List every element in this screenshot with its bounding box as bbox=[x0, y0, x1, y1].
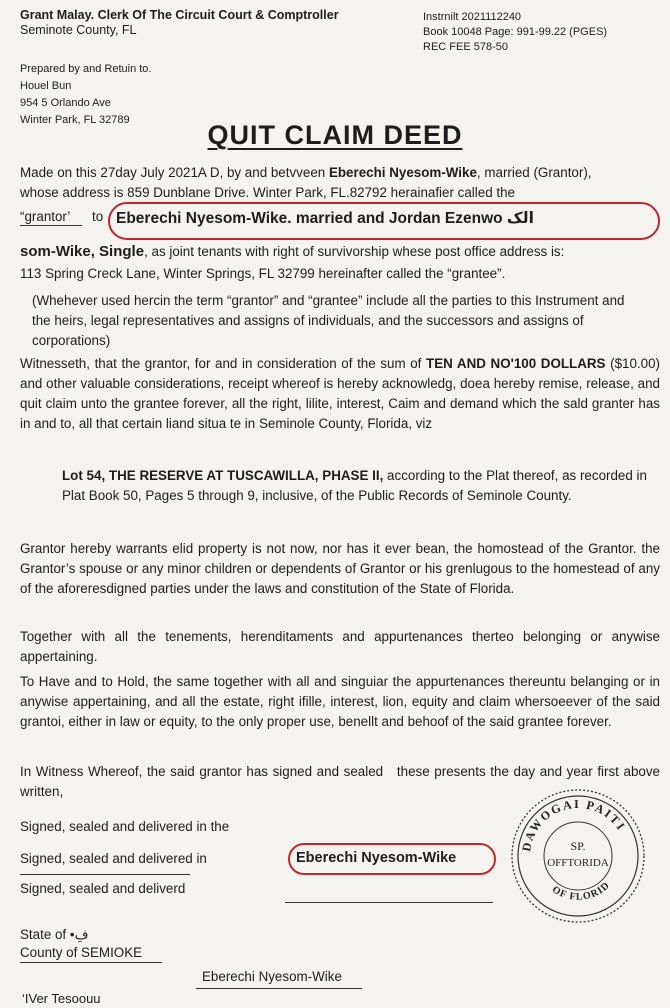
clerk-county: Seminote County, FL bbox=[20, 23, 137, 37]
witnesseth-paragraph bbox=[20, 354, 660, 434]
grantor-underline bbox=[20, 225, 82, 226]
seal-bottom-text: OF FLORID bbox=[550, 879, 613, 903]
witness-whereof-paragraph: In Witness Whereof, the said grantor has signed and sealed these presents the day and year first above written, bbox=[20, 764, 664, 799]
signature-line bbox=[20, 874, 190, 875]
seal-top-text: DAWOGAI PAITI bbox=[519, 796, 629, 853]
county-name: SEMIOKE bbox=[81, 945, 143, 960]
signature-line bbox=[285, 902, 493, 903]
printed-grantor-name: Eberechi Nyesom-Wike bbox=[202, 969, 342, 984]
book-page: Book 10048 Page: 991-99.22 (PGES) bbox=[423, 26, 608, 38]
intro-line-4 bbox=[20, 243, 665, 261]
name-underline bbox=[196, 988, 362, 989]
county-label: County of bbox=[20, 945, 82, 960]
prepared-by-street: 954 5 Orlando Ave bbox=[20, 97, 111, 109]
whenever-paragraph: (Whehever used hercin the term “grantor” and “grantee” include all the parties to this Instrument and the heirs, legal representatives and assigns of individuals, and the successors and assigns of corporations) bbox=[32, 293, 625, 348]
prepared-by-label: Prepared by and Retuin to. bbox=[20, 63, 152, 75]
consideration-amount: TEN AND NO'100 DOLLARS bbox=[426, 356, 606, 371]
prepared-by-name: Houel Bun bbox=[20, 80, 72, 92]
habendum-paragraph: To Have and to Hold, the same together with all and singuiar the appurtenances thereuntu belanging or in anywise appertaining, and all the estate, right ifille, interest, lion, equity and claim whersoeever of the said grantoi, either in law or equity, to the only proper use, benellt and behoof of the said grantee forever. bbox=[20, 674, 660, 729]
county-underline bbox=[20, 962, 162, 963]
signed-line-3: Signed, sealed and deliverd bbox=[20, 881, 186, 896]
intro-line-1 bbox=[20, 164, 660, 182]
grantor-name: Eberechi Nyesom-Wike bbox=[328, 165, 477, 180]
intro-line-2: whose address is 859 Dunblane Drive. Winter Park, FL.82792 herainafier called the bbox=[20, 185, 515, 200]
page-title: QUIT CLAIM DEED bbox=[207, 120, 463, 150]
together-paragraph: Together with all the tenements, herenditaments and appurtenances therteo belonging or anywise appertaining. bbox=[20, 629, 660, 664]
seal-stamp bbox=[508, 786, 648, 926]
grantee-surname: som-Wike, Single bbox=[20, 243, 145, 260]
clerk-name: Grant Malay. Clerk Of The Circuit Court & Comptroller bbox=[20, 8, 339, 22]
record-fee: REC FEE 578-50 bbox=[423, 41, 508, 53]
intro-text: , married (Grantor), bbox=[476, 165, 592, 180]
prepared-by-city: Winter Park, FL 32789 bbox=[20, 114, 130, 126]
signed-line-1: Signed, sealed and delivered in the bbox=[20, 819, 230, 834]
signed-line-2: Signed, sealed and delivered in bbox=[20, 851, 207, 866]
grantor-term: “grantor’ bbox=[20, 209, 71, 224]
lot-text: according to the Plat thereof, as recorded in Plat Book 50, Pages 5 through 9, inclusive, of the Public Records of Seminole County. bbox=[62, 468, 647, 503]
state-line: State of •فِ bbox=[20, 927, 89, 942]
county-line bbox=[20, 944, 142, 962]
grantee-address: 113 Spring Creck Lane, Winter Springs, FL 32799 hereinafter called the “grantee”. bbox=[20, 266, 506, 281]
instrument-number: Instrnilt 2021112240 bbox=[423, 11, 522, 23]
lot-title: Lot 54, THE RESERVE AT TUSCAWILLA, PHASE II, bbox=[62, 468, 384, 483]
seal-middle-text: OFFTORIDA bbox=[547, 857, 609, 869]
witnesseth-text: Witnesseth, that the grantor, for and in consideration of the sum of bbox=[20, 356, 427, 371]
intro-text: , as joint tenants with right of survivorship whese post office address is: bbox=[144, 244, 565, 259]
seal-sp-text: SP. bbox=[570, 839, 586, 853]
warranty-paragraph: Grantor hereby warrants elid property is not now, nor has it ever bean, the homostead of the Grantor. the Grantor’s spouse or any minor children or dependents of Grantor or his grenlugous to the homestead of any of the aforeresdigned parties under the laws and constitution of the State of Florida. bbox=[20, 541, 660, 596]
grantor-signature-name: Eberechi Nyesom-Wike bbox=[296, 850, 457, 866]
grantee-names: Eberechi Nyesom-Wike. married and Jordan Ezenwo الک bbox=[116, 210, 534, 227]
to-word: to bbox=[92, 209, 104, 224]
witnesseth-text: ($10.00) and other valuable considerations, receipt whereof is hereby acknowledg, doea hereby remise, release, and quit claim unto the grantee forever, all the right, lilite, interest, Caim and demand which the sald granter has in and to, all that certain liand situa te in Seminole County, Florida, viz bbox=[20, 356, 660, 431]
cutoff-handwriting: ‘IVer Tesoouu bbox=[22, 991, 101, 1006]
intro-text: Made on this 27day July 2021A D, by and betvveen bbox=[20, 165, 329, 180]
legal-description bbox=[62, 466, 647, 506]
